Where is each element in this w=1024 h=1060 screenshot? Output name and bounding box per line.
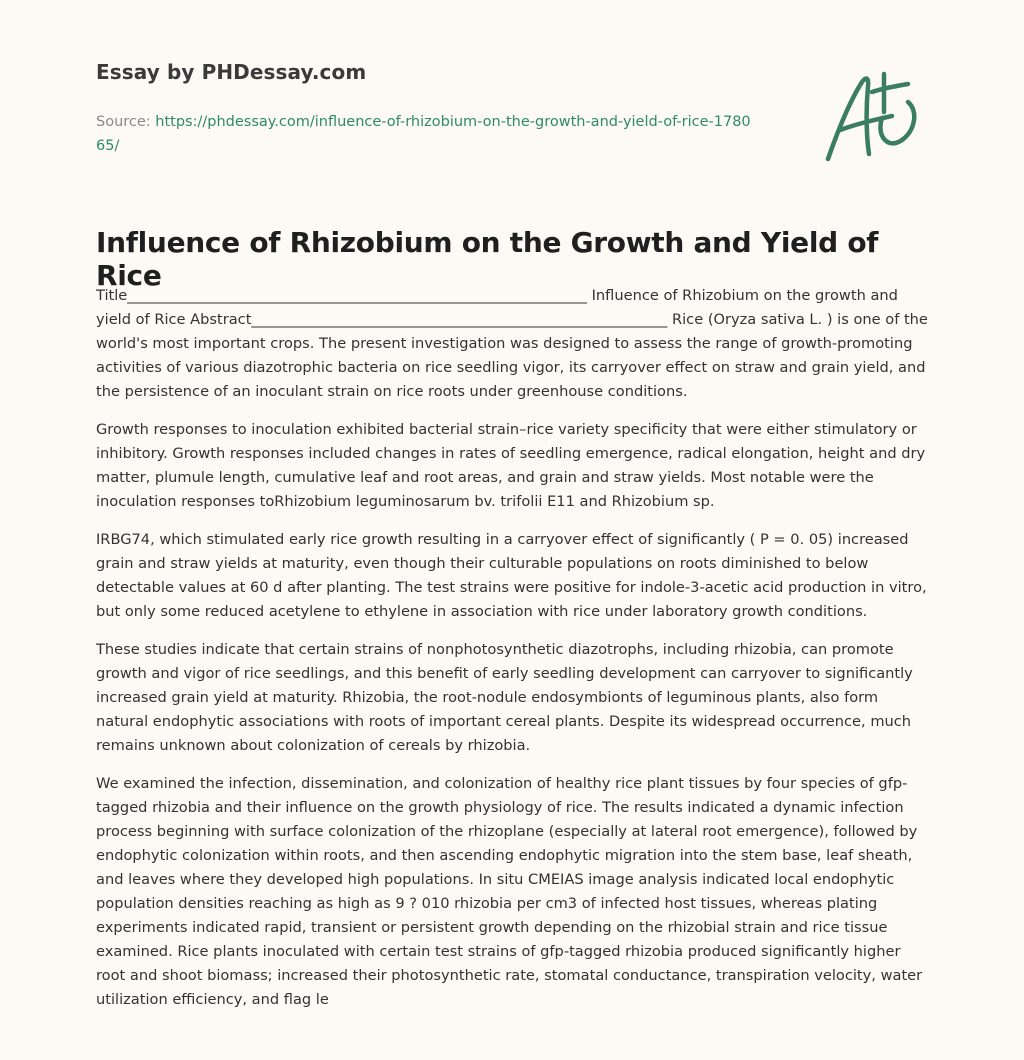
essay-paragraph: We examined the infection, dissemination, and colonization of healthy rice plant tissues by four species of gfp-tagged rhizobia and their influence on the growth physiology of rice. The results indicated a dynamic infection process beginning with surface colonization of the rhizoplane (especially at lateral root emergence), followed by endophytic colonization within roots, and then ascending endophytic migration into the stem base, leaf sheath, and leaves where they developed high populations. In situ CMEIAS image analysis indicated local endophytic population densities reaching as high as 9 ? 010 rhizobia per cm3 of infected host tissues, whereas plating experiments indicated rapid, transient or persistent growth depending on the rhizobial strain and rice tissue examined. Rice plants inoculated with certain test strains of gfp-tagged rhizobia produced significantly higher root and shoot biomass; increased their photosynthetic rate, stomatal conductance, transpiration velocity, water utilization efficiency, and flag le — [96, 775, 923, 1008]
source-link[interactable]: https://phdessay.com/influence-of-rhizobium-on-the-growth-and-yield-of-rice-178065/ — [96, 114, 751, 154]
essay-paragraph: Title_______________________________________________________________ Influence of Rhizobium on the growth and yield of Rice Abstract_________________________________________________________ Rice (Oryza sativa L. ) is one of the world's most important crops. The present investigation was designed to assess the range of growth-promoting activities of various diazotrophic bacteria on rice seedling vigor, its carryover effect on straw and grain yield, and the persistence of an inoculant strain on rice roots under greenhouse conditions. — [96, 287, 928, 400]
essay-paragraph: Growth responses to inoculation exhibited bacterial strain–rice variety specificity that were either stimulatory or inhibitory. Growth responses included changes in rates of seedling emergence, radical elongation, height and dry matter, plumule length, cumulative leaf and root areas, and grain and straw yields. Most notable were the inoculation responses toRhizobium leguminosarum bv. trifolii E11 and Rhizobium sp. — [96, 421, 926, 510]
essay-header — [96, 60, 796, 158]
essay-title: Influence of Rhizobium on the Growth and Yield of Rice — [96, 226, 879, 292]
essay-paragraph: IRBG74, which stimulated early rice growth resulting in a carryover effect of significantly ( P = 0. 05) increased grain and straw yields at maturity, even though their culturable populations on roots diminished to below detectable values at 60 d after planting. The test strains were positive for indole-3-acetic acid production in vitro, but only some reduced acetylene to ethylene in association with rice under laboratory growth conditions. — [96, 531, 927, 620]
a-plus-logo-icon — [822, 66, 930, 166]
source-line — [96, 110, 756, 158]
essay-body — [96, 284, 928, 1026]
site-brand: Essay by PHDessay.com — [96, 60, 367, 84]
source-label: Source: — [96, 114, 156, 130]
essay-paragraph: These studies indicate that certain strains of nonphotosynthetic diazotrophs, including rhizobia, can promote growth and vigor of rice seedlings, and this benefit of early seedling development can carryover to significantly increased grain yield at maturity. Rhizobia, the root-nodule endosymbionts of leguminous plants, also form natural endophytic associations with roots of important cereal plants. Despite its widespread occurrence, much remains unknown about colonization of cereals by rhizobia. — [96, 641, 913, 754]
